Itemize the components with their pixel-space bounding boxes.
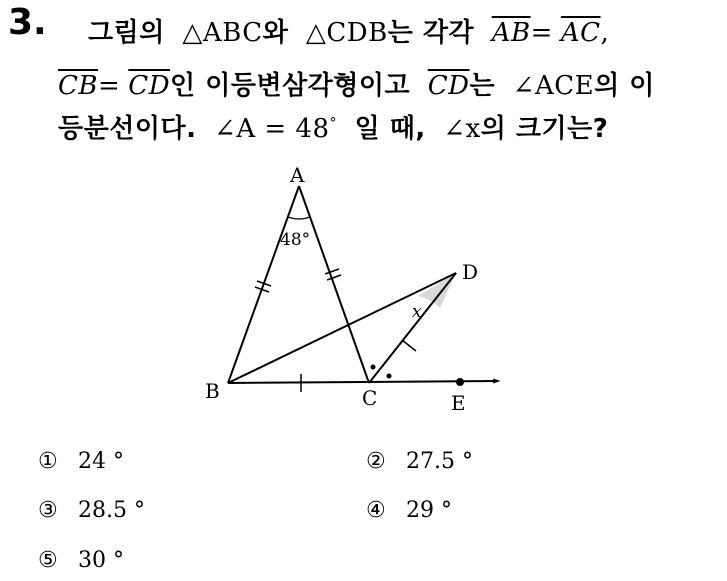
choice-number: ⑤: [38, 548, 58, 573]
choice-value: 29 °: [406, 498, 452, 523]
angle-x-shading: [418, 273, 456, 308]
choice-number: ①: [38, 449, 58, 474]
choice-5[interactable]: [38, 548, 124, 573]
label-c: C: [362, 386, 378, 410]
segment-ac: $\overline{AC}$: [560, 18, 601, 48]
point-e: [456, 378, 464, 386]
segment-ab: $\overline{AB}$: [491, 18, 531, 48]
degree-sign: °: [329, 115, 337, 132]
label-e: E: [451, 391, 466, 415]
question-text: 의 이: [594, 71, 655, 101]
label-a: A: [290, 163, 305, 187]
choice-number: ②: [366, 449, 386, 474]
angle-dot: [387, 374, 392, 379]
question-text: 는 각각: [387, 18, 475, 48]
question-text: 일 때,: [354, 114, 426, 144]
angle-a-value: ∠A = 48: [214, 114, 330, 144]
triangle-cdb: △CDB: [305, 18, 388, 48]
tick-mark: [327, 275, 341, 280]
angle-a-arc: [288, 217, 310, 219]
choice-number: ④: [366, 498, 386, 523]
equals-sign: =: [530, 18, 553, 48]
choice-4[interactable]: [366, 498, 452, 523]
label-angle-x: x: [412, 302, 422, 322]
question-text: 그림의: [88, 18, 165, 48]
choice-2[interactable]: [366, 449, 473, 474]
question-text: 인 이등변삼각형이고: [170, 71, 411, 101]
question-text: 의 크기는?: [480, 114, 609, 144]
comma: ,: [600, 18, 610, 48]
choice-number: ③: [38, 498, 58, 523]
question-text: 와: [262, 18, 289, 48]
equals-sign: =: [98, 71, 121, 101]
choice-value: 30 °: [78, 548, 124, 573]
label-b: B: [205, 379, 220, 403]
tick-mark: [325, 269, 339, 274]
angle-dot: [371, 365, 376, 370]
question-number: 3.: [8, 2, 47, 43]
choice-value: 27.5 °: [406, 449, 473, 474]
question-text: 등분선이다.: [58, 114, 197, 144]
question-text: 는: [469, 71, 496, 101]
tick-mark: [402, 340, 416, 351]
label-d: D: [462, 260, 479, 284]
segment-cd: $\overline{CD}$: [427, 71, 470, 101]
choice-3[interactable]: [38, 498, 145, 523]
segment-cb: $\overline{CB}$: [58, 71, 98, 101]
segment-ac-line: [299, 186, 369, 383]
triangle-abc: △ABC: [182, 18, 263, 48]
choice-value: 28.5 °: [78, 498, 145, 523]
choice-value: 24 °: [78, 449, 124, 474]
segment-cd-line: [369, 273, 456, 383]
choice-1[interactable]: [38, 449, 124, 474]
angle-ace: ∠ACE: [512, 71, 595, 101]
segment-cd: $\overline{CD}$: [128, 71, 171, 101]
angle-x: ∠x: [443, 114, 481, 144]
label-angle-48: 48°: [280, 230, 311, 250]
